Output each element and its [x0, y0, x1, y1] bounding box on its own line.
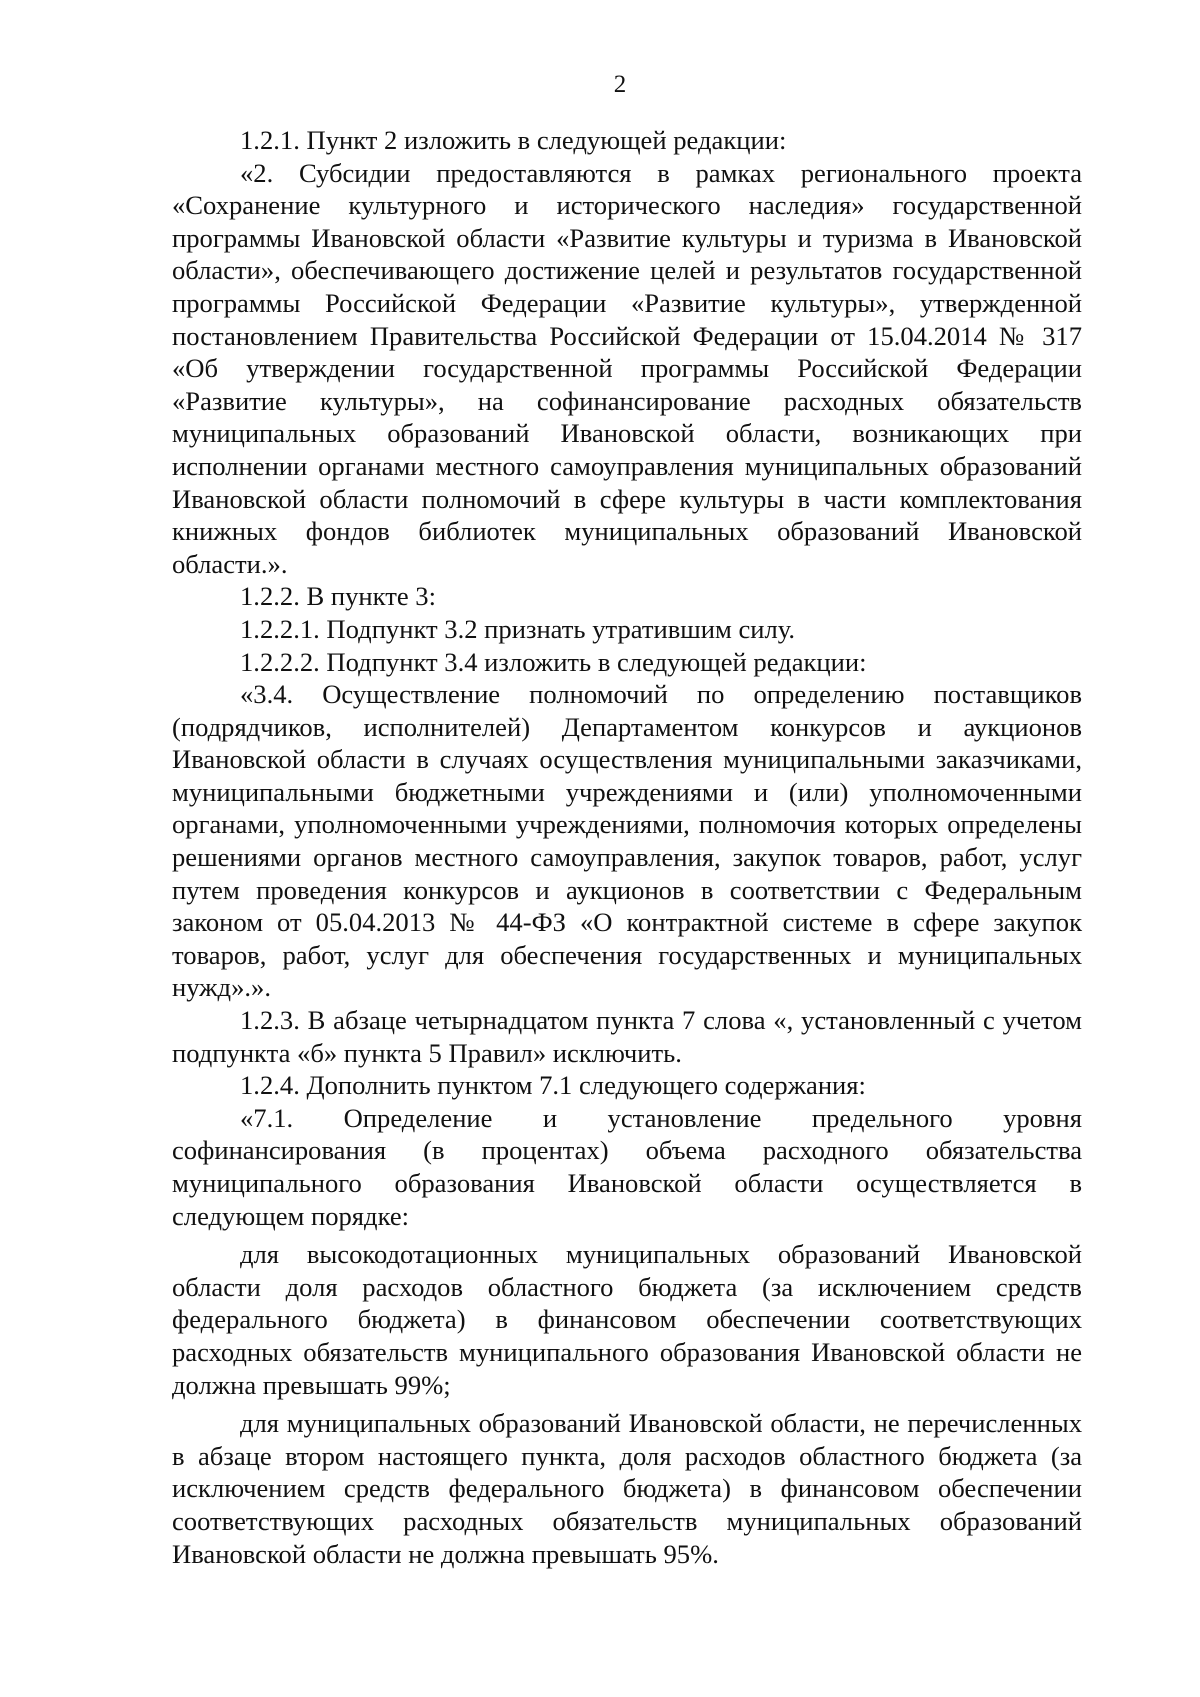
paragraph-1-2-2-1: 1.2.2.1. Подпункт 3.2 признать утратившим силу.	[240, 613, 796, 644]
paragraph-high-subsidy-municipalities: для высокодотационных муниципальных образований Ивановской области доля расходов областного бюджета (за исключением средств федерального бюджета) в финансовом обеспечении соответствующих расходных обязательств муниципального образования Ивановской области не должна превышать 99%;	[172, 1239, 1082, 1400]
paragraph-subsidies-quote: «2. Субсидии предоставляются в рамках регионального проекта «Сохранение культурного и исторического наследия» государственной программы Ивановской области «Развитие культуры и туризма в Ивановской области», обеспечивающего достижение целей и результатов государственной программы Российской Федерации «Развитие культуры», утвержденной постановлением Правительства Российской Федерации от 15.04.2014 № 317 «Об утверждении государственной программы Российской Федерации «Развитие культуры», на софинансирование расходных обязательств муниципальных образований Ивановской области, возникающих при исполнении органами местного самоуправления муниципальных образований Ивановской области полномочий в сфере культуры в части комплектования книжных фондов библиотек муниципальных образований Ивановской области.».	[172, 157, 1082, 579]
page-number: 2	[613, 71, 627, 98]
paragraph-1-2-3: 1.2.3. В абзаце четырнадцатом пункта 7 слова «, установленный с учетом подпункта «б» пункта 5 Правил» исключить.	[172, 1005, 1082, 1068]
document-body	[172, 124, 1082, 1570]
paragraph-other-municipalities: для муниципальных образований Ивановской области, не перечисленных в абзаце втором настоящего пункта, доля расходов областного бюджета (за исключением средств федерального бюджета) в финансовом обеспечении соответствующих расходных обязательств муниципальных образований Ивановской области не должна превышать 95%.	[172, 1408, 1082, 1569]
paragraph-1-2-2: 1.2.2. В пункте 3:	[240, 581, 436, 612]
paragraph-1-2-2-2: 1.2.2.2. Подпункт 3.4 изложить в следующей редакции:	[240, 646, 867, 677]
paragraph-1-2-1: 1.2.1. Пункт 2 изложить в следующей редакции:	[240, 125, 787, 155]
paragraph-3-4-quote: «3.4. Осуществление полномочий по определению поставщиков (подрядчиков, исполнителей) Департаментом конкурсов и аукционов Ивановской области в случаях осуществления муниципальными заказчиками, муниципальными бюджетными учреждениями и (или) уполномоченными органами, уполномоченными учреждениями, полномочия которых определены решениями органов местного самоуправления, закупок товаров, работ, услуг путем проведения конкурсов и аукционов в соответствии с Федеральным законом от 05.04.2013 № 44-ФЗ «О контрактной системе в сфере закупок товаров, работ, услуг для обеспечения государственных и муниципальных нужд».».	[172, 679, 1082, 1003]
paragraph-7-1-quote: «7.1. Определение и установление предельного уровня софинансирования (в процентах) объема расходного обязательства муниципального образования Ивановской области осуществляется в следующем порядке:	[172, 1102, 1082, 1231]
paragraph-1-2-4: 1.2.4. Дополнить пунктом 7.1 следующего содержания:	[240, 1070, 866, 1101]
